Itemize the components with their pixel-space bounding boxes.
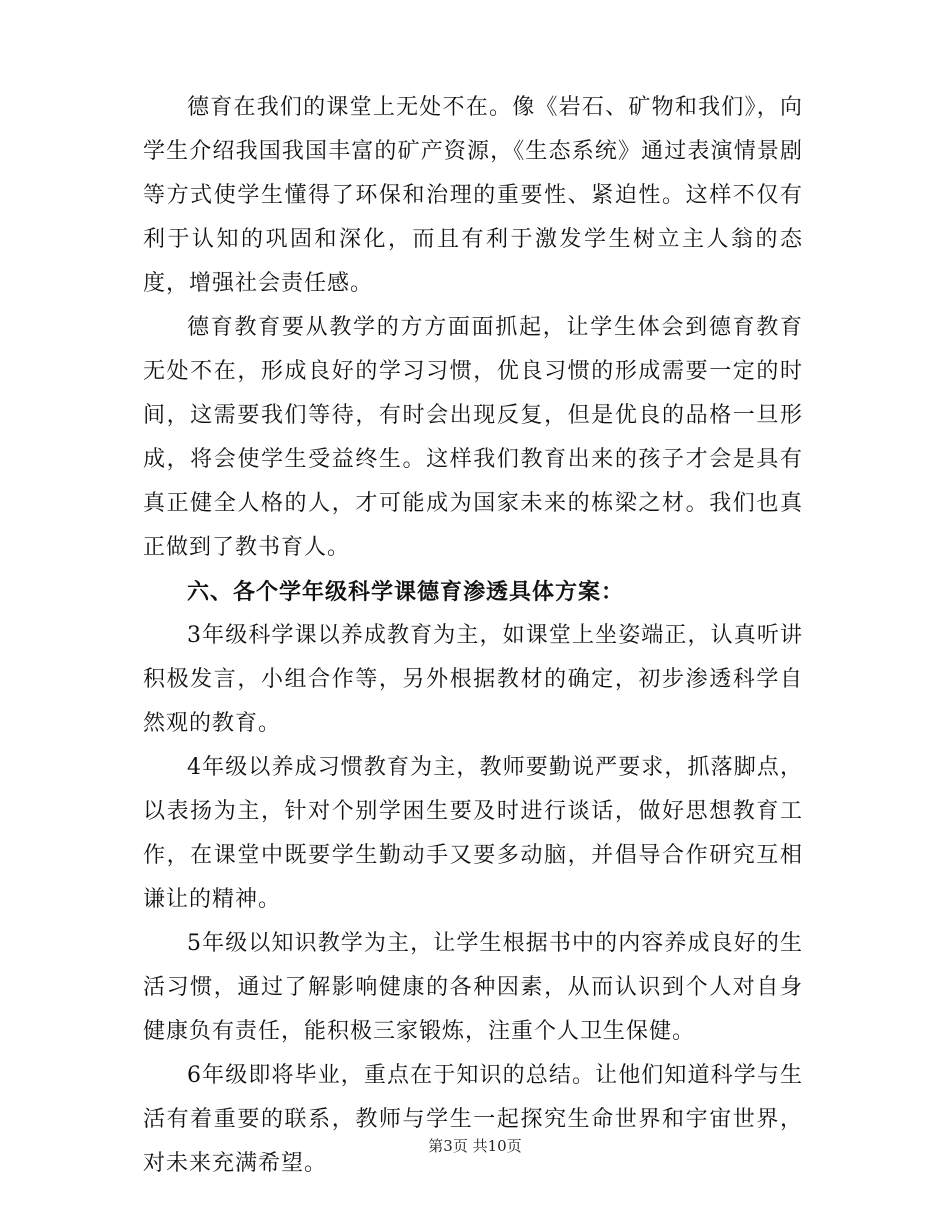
paragraph-grade-4: 4年级以养成习惯教育为主，教师要勤说严要求，抓落脚点，以表扬为主，针对个别学困生要及时进行谈话，做好思想教育工作，在课堂中既要学生勤动手又要多动脑，并倡导合作研究互相谦让的精神。 (143, 755, 803, 912)
paragraph-grade-6: 6年级即将毕业，重点在于知识的总结。让他们知道科学与生活有着重要的联系，教师与学生一起探究生命世界和宇宙世界，对未来充满希望。 (143, 1063, 803, 1176)
section-heading-grade-plans: 六、各个学年级科学课德育渗透具体方案： (187, 579, 625, 605)
page-number-footer: 第3页 共10页 (428, 1137, 522, 1155)
document-body (143, 86, 803, 1186)
paragraph-moral-education-everywhere: 德育教育要从教学的方方面面抓起，让学生体会到德育教育无处不在，形成良好的学习习惯，优良习惯的形成需要一定的时间，这需要我们等待，有时会出现反复，但是优良的品格一旦形成，将会使学生受益终生。这样我们教育出来的孩子才会是具有真正健全人格的人，才可能成为国家未来的栋梁之材。我们也真正做到了教书育人。 (143, 315, 803, 560)
paragraph-grade-5: 5年级以知识教学为主，让学生根据书中的内容养成良好的生活习惯，通过了解影响健康的各种因素，从而认识到个人对自身健康负有责任，能积极三家锻炼，注重个人卫生保健。 (143, 931, 803, 1044)
paragraph-grade-3: 3年级科学课以养成教育为主，如课堂上坐姿端正，认真听讲积极发言，小组合作等，另外根据教材的确定，初步渗透科学自然观的教育。 (143, 623, 803, 736)
paragraph-moral-education-in-class: 德育在我们的课堂上无处不在。像《岩石、矿物和我们》，向学生介绍我国我国丰富的矿产资源，《生态系统》通过表演情景剧等方式使学生懂得了环保和治理的重要性、紧迫性。这样不仅有利于认知的巩固和深化，而且有利于激发学生树立主人翁的态度，增强社会责任感。 (143, 95, 803, 296)
